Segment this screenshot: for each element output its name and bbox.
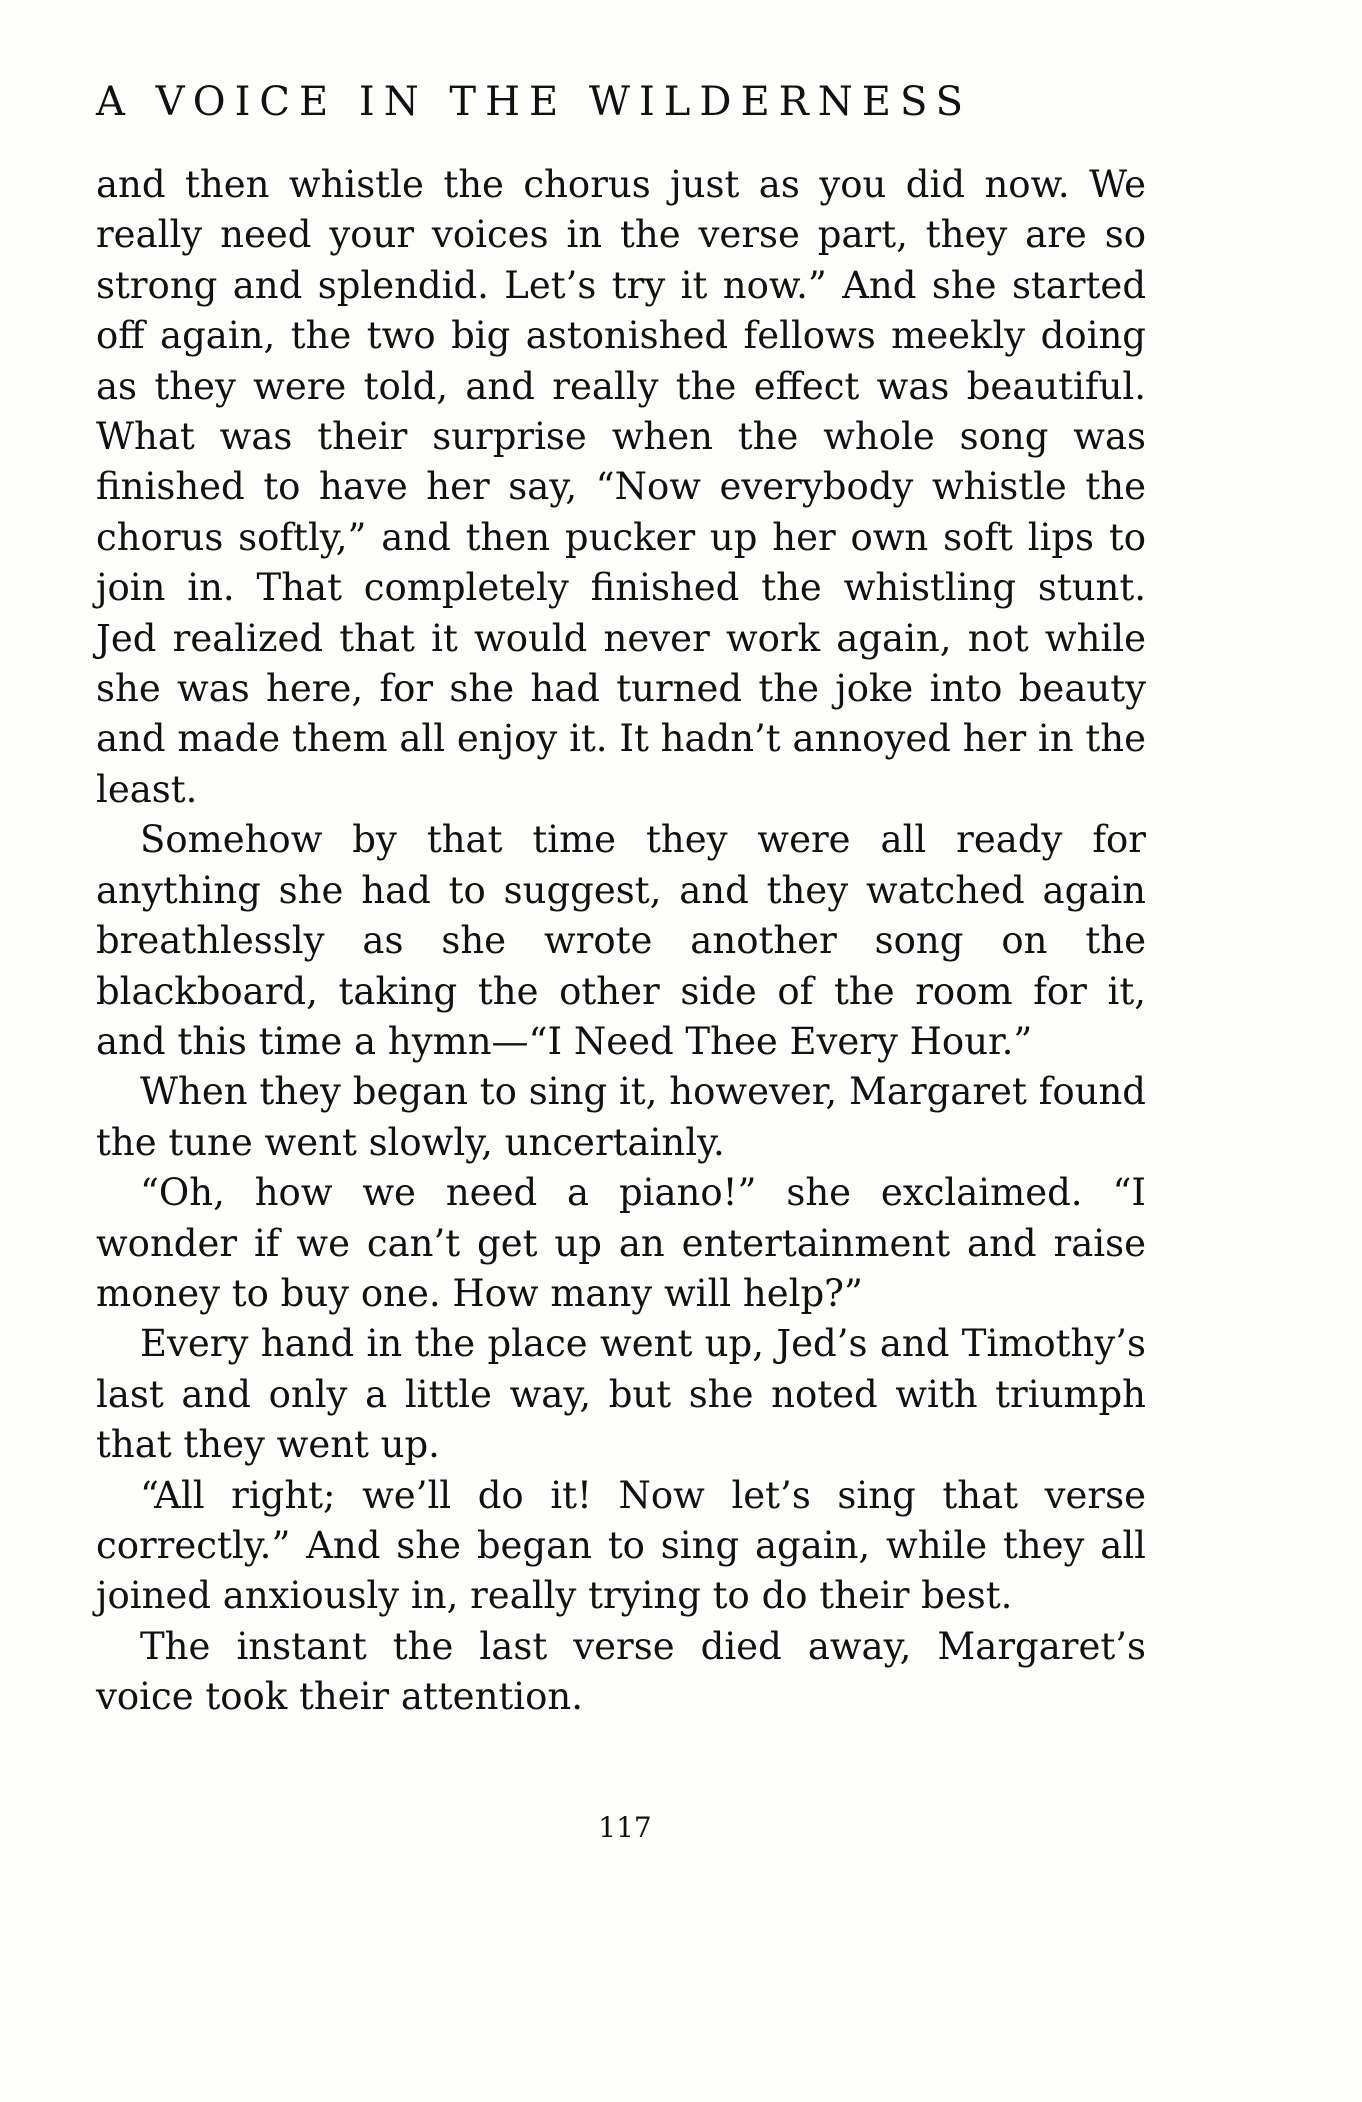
paragraph-6: “All right; we’ll do it! Now let’s sing that verse correctly.” And she began to sing again, while they all joined anxiously in, really trying to do their best. — [96, 1473, 1146, 1618]
page-number: 117 — [598, 1811, 652, 1844]
paragraph-1: and then whistle the chorus just as you did now. We really need your voices in the verse part, they are so strong and splendid. Let’s try it now.” And she started off again, the two big astonished fellows meekly doing as they were told, and really the effect was beautiful. What was their surprise when the whole song was finished to have her say, “Now everybody whistle the chorus softly,” and then pucker up her own soft lips to join in. That completely finished the whistling stunt. Jed realized that it would never work again, not while she was here, for she had turned the joke into beauty and made them all enjoy it. It hadn’t annoyed her in the least. — [96, 163, 1146, 811]
paragraph-4: “Oh, how we need a piano!” she exclaimed. “I wonder if we can’t get up an entertainment and raise money to buy one. How many will help?” — [96, 1171, 1146, 1315]
paragraph-5: Every hand in the place went up, Jed’s and Timothy’s last and only a little way, but she noted with triumph that they went up. — [96, 1322, 1146, 1467]
body-text — [96, 160, 1146, 1723]
paragraph-2: Somehow by that time they were all ready for anything she had to suggest, and they watched again breathlessly as she wrote another song on the blackboard, taking the other side of the room for it, and this time a hymn—“I Need Thee Every Hour.” — [96, 818, 1146, 1063]
paragraph-7: The instant the last verse died away, Margaret’s voice took their attention. — [96, 1624, 1146, 1719]
paragraph-3: When they began to sing it, however, Margaret found the tune went slowly, uncertainly. — [96, 1070, 1146, 1164]
running-head: A VOICE IN THE WILDERNESS — [96, 79, 973, 125]
